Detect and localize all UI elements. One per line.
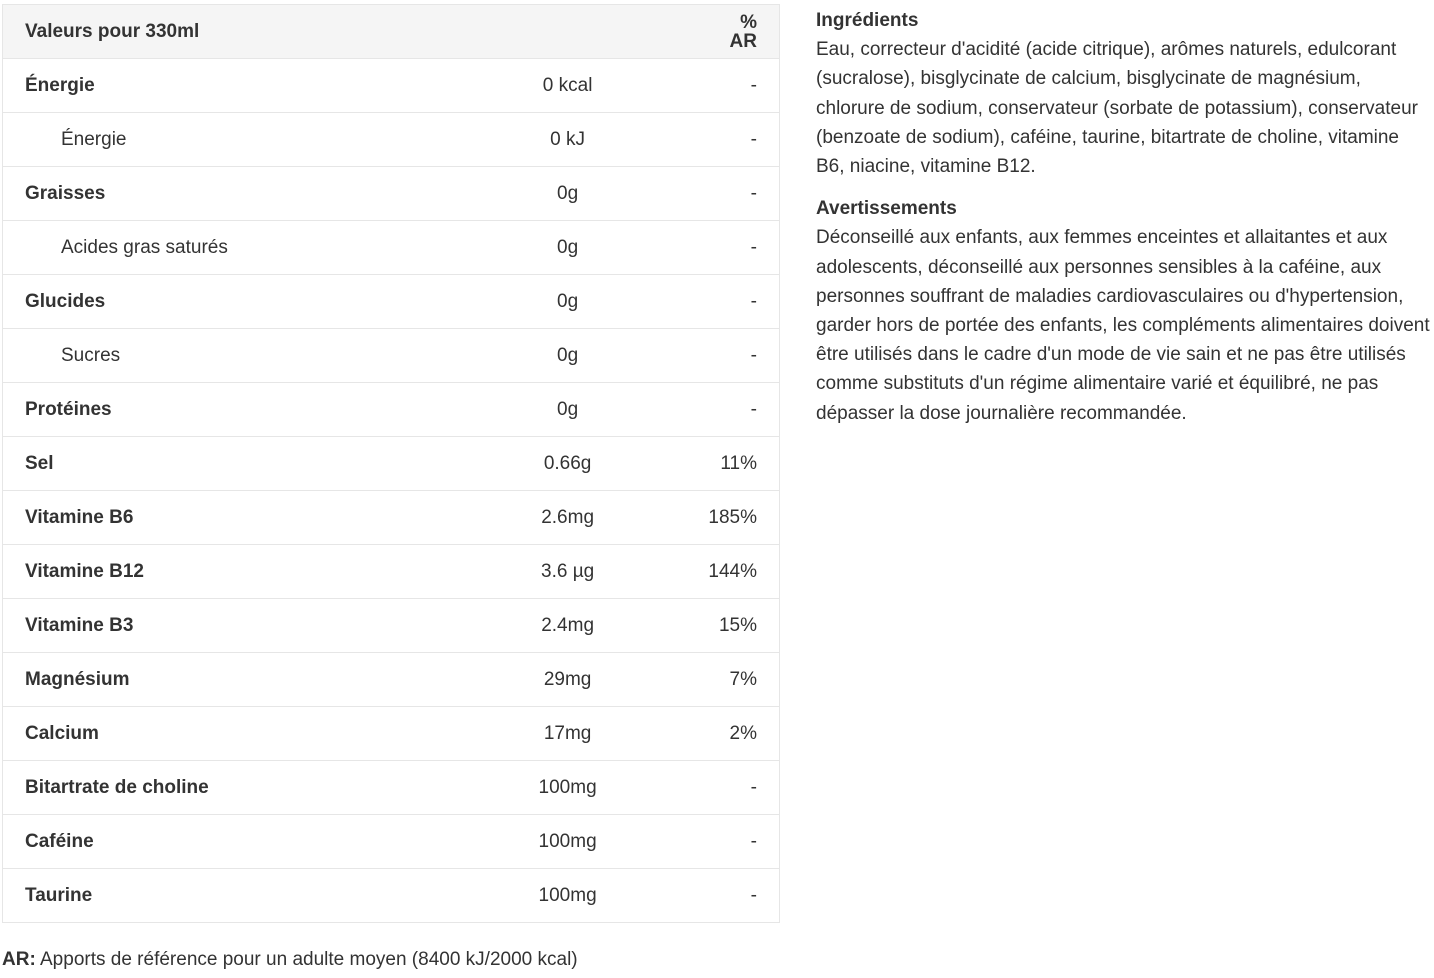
nutrient-amount: 100mg — [538, 885, 597, 906]
table-row — [3, 707, 780, 761]
product-info-panel — [816, 6, 1430, 441]
nutrient-ar-percent: 144% — [686, 545, 779, 599]
nutrient-amount: 3.6 µg — [449, 545, 687, 599]
nutrient-ar-percent: - — [686, 167, 779, 221]
table-row — [3, 113, 780, 167]
nutrient-name: Vitamine B6 — [3, 491, 449, 545]
nutrient-ar-percent: 7% — [686, 653, 779, 707]
table-row — [3, 383, 780, 437]
nutrient-name: Calcium — [3, 707, 449, 761]
nutrient-amount: 0 kcal — [449, 59, 687, 113]
nutrient-ar-percent: - — [750, 885, 757, 906]
table-row — [3, 275, 780, 329]
ingredients-section — [816, 6, 1430, 181]
nutrient-name: Vitamine B3 — [3, 599, 449, 653]
ingredients-title: Ingrédients — [816, 10, 919, 31]
table-row — [3, 491, 780, 545]
table-row — [3, 221, 780, 275]
nutrient-ar-percent: - — [686, 221, 779, 275]
nutrient-name: Sel — [3, 437, 449, 491]
nutrient-name: Énergie — [3, 59, 449, 113]
nutrient-ar-percent: - — [686, 59, 779, 113]
nutrient-name: Vitamine B12 — [3, 545, 449, 599]
table-row — [3, 869, 780, 923]
nutrient-ar-percent: - — [686, 113, 779, 167]
nutrient-ar-percent: - — [686, 383, 779, 437]
nutrient-amount: 0g — [449, 167, 687, 221]
nutrient-name: Glucides — [3, 275, 449, 329]
table-row — [3, 545, 780, 599]
table-row — [3, 329, 780, 383]
nutrient-ar-percent: 2% — [686, 707, 779, 761]
nutrient-amount: 0g — [449, 221, 687, 275]
nutrient-ar-percent: - — [686, 275, 779, 329]
nutrient-amount: 0.66g — [449, 437, 687, 491]
nutrient-amount: 29mg — [449, 653, 687, 707]
nutrient-name: Énergie — [3, 113, 449, 167]
table-row — [3, 761, 780, 815]
nutrition-table-container — [2, 4, 780, 923]
warnings-section — [816, 194, 1430, 428]
footnote-text: Apports de référence pour un adulte moyen (8400 kJ/2000 kcal) — [35, 949, 578, 970]
nutrient-amount: 0g — [449, 329, 687, 383]
nutrient-name: Acides gras saturés — [3, 221, 449, 275]
footnote-label: AR: — [2, 949, 36, 970]
nutrient-amount: 17mg — [449, 707, 687, 761]
reference-intake-footnote — [2, 945, 578, 974]
nutrient-amount: 100mg — [449, 815, 687, 869]
table-row — [3, 653, 780, 707]
nutrient-name: Protéines — [3, 383, 449, 437]
nutrient-amount: 2.4mg — [449, 599, 687, 653]
nutrient-amount: 0g — [449, 275, 687, 329]
nutrient-name: Taurine — [25, 885, 93, 906]
nutrient-name: Bitartrate de choline — [3, 761, 449, 815]
nutrient-name: Magnésium — [3, 653, 449, 707]
nutrient-ar-percent: - — [686, 329, 779, 383]
table-row — [3, 815, 780, 869]
nutrient-name: Graisses — [3, 167, 449, 221]
nutrient-name: Caféine — [3, 815, 449, 869]
table-row — [3, 59, 780, 113]
nutrition-table — [2, 4, 780, 923]
warnings-text: Déconseillé aux enfants, aux femmes enceintes et allaitantes et aux adolescents, déconseillé aux personnes sensibles à la caféine, aux personnes souffrant de maladies cardiovasculaires ou d'hypertension, garder hors de portée des enfants, les compléments alimentaires doivent être utilisés dans le cadre d'un mode de vie sain et ne pas être utilisés comme substituts d'un régime alimentaire varié et équilibré, ne pas dépasser la dose journalière recommandée. — [816, 227, 1430, 424]
nutrient-amount: 2.6mg — [449, 491, 687, 545]
header-ar: % AR — [686, 5, 779, 59]
nutrient-ar-percent: 185% — [686, 491, 779, 545]
nutrition-table-body — [3, 59, 780, 923]
warnings-title: Avertissements — [816, 198, 957, 220]
nutrient-ar-percent: 15% — [686, 599, 779, 653]
nutrient-amount: 100mg — [449, 761, 687, 815]
nutrient-amount: 0 kJ — [449, 113, 687, 167]
nutrient-ar-percent: - — [686, 761, 779, 815]
table-header-row — [3, 5, 780, 59]
table-row — [3, 599, 780, 653]
table-row — [3, 437, 780, 491]
nutrient-name: Sucres — [3, 329, 449, 383]
table-row — [3, 167, 780, 221]
ingredients-text: Eau, correcteur d'acidité (acide citrique), arômes naturels, edulcorant (sucralose), bisglycinate de calcium, bisglycinate de magnésium, chlorure de sodium, conservateur (sorbate de potassium), conservateur (benzoate de sodium), caféine, taurine, bitartrate de choline, vitamine B6, niacine, vitamine B12. — [816, 39, 1418, 178]
header-label: Valeurs pour 330ml — [3, 5, 449, 59]
nutrient-ar-percent: - — [686, 815, 779, 869]
nutrient-amount: 0g — [449, 383, 687, 437]
nutrient-ar-percent: 11% — [686, 437, 779, 491]
header-amount — [449, 5, 687, 59]
